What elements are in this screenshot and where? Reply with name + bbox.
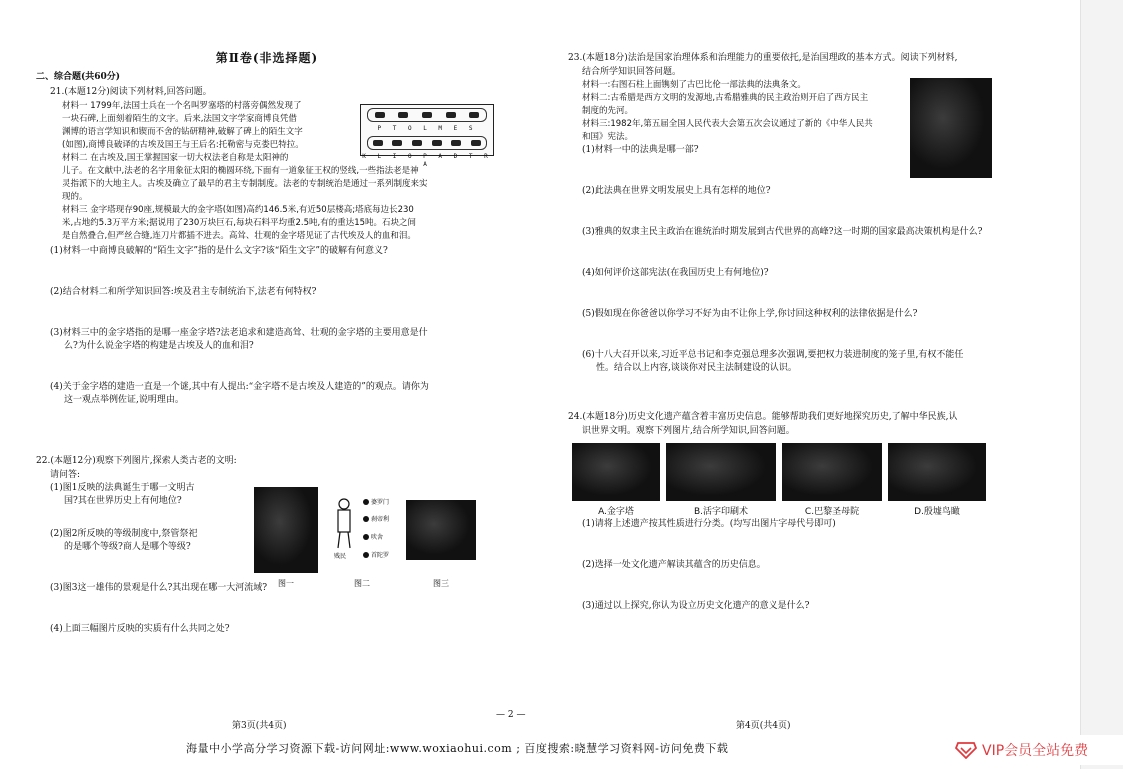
heritage-caption-d: D.殷墟鸟瞰 [914,507,960,517]
q21-sub-4: (4)关于金字塔的建造一直是一个谜,其中有人提出:“金字塔不是古埃及人建造的”的观点。请你为 [50,382,429,392]
cartouche-band [367,136,487,150]
cartouche-band [367,108,487,122]
section-title: 第Ⅱ卷(非选择题) [215,51,319,65]
heritage-photo-d [888,443,986,501]
q21-m2-line: 儿子。在文献中,法老的名字用象征太阳的椭圆环绕,下面有一道象征王权的竖线,一些指法老是神 [62,166,419,176]
caste-label: 吠舍 [371,534,384,541]
q21-material-1 [36,100,372,165]
heritage-caption-c: C.巴黎圣母院 [804,507,860,517]
heritage-caption-a: A.金字塔 [598,507,634,517]
q23-sub-2: (2)此法典在世界文明发展史上具有怎样的地位? [582,186,771,196]
caste-label: 贱民 [334,553,347,560]
hieroglyph-cartouche-image [360,104,494,168]
q23-m3-cont: 和国》宪法。 [582,132,634,142]
page-edge [1080,0,1123,769]
site-watermark-text: 海量中小学高分学习资源下载-访问网址:www.woxiaohui.com ; 百度搜索:晓慧学习资料网-访问免费下载 [186,742,729,755]
q23-sub-4: (4)如何评价这部宪法(在我国历史上有何地位)? [582,268,769,278]
q21-sub-1: (1)材料一中商博良破解的“陌生文字”指的是什么文字?该“陌生文字”的破解有何意义? [50,246,388,256]
caste-label: 刹帝利 [371,516,390,523]
caste-label: 首陀罗 [371,552,390,559]
heritage-photo-a [572,443,660,501]
q21-m1-line: (如图),商博良破译的古埃及国王与王后名:托勒密与克娄巴特拉。 [62,140,304,150]
q23-sub-3: (3)雅典的奴隶主民主政治在谁统治时期发展到古代世界的高峰?这一时期的国家最高决策机构是什么? [582,227,983,237]
q23-m2-cont: 制度的先河。 [582,106,634,116]
caste-label: 婆罗门 [371,499,390,506]
figure-2-caste-diagram [330,486,392,578]
q22-sub-2-cont: 的是哪个等级?商人是哪个等级? [64,542,191,552]
q23-sub-6: (6)十八大召开以来,习近平总书记和李克强总理多次强调,要把权力装进制度的笼子里,有权不能任 [582,350,964,360]
heritage-photo-c [782,443,882,501]
q22-ask: 请问答: [50,470,81,480]
q22-sub-1: (1)图1反映的法典诞生于哪一文明古 [50,483,195,493]
q21-m2-line: 现的。 [62,192,88,202]
q21-sub-2: (2)结合材料二和所学知识回答:埃及君主专制统治下,法老有何特权? [50,287,317,297]
q24-heading-cont: 识世界文明。观察下列图片,结合所学知识,回答问题。 [582,426,795,436]
vip-label: VIP会员全站免费 [982,743,1089,759]
q21-m3-line: 是自然叠合,但严丝合缝,连刀片都插不进去。高耸、壮观的金字塔见证了古代埃及人的血和泪。 [62,231,416,241]
heritage-photo-b [666,443,776,501]
q23-m3: 材料三:1982年,第五届全国人民代表大会第五次会议通过了新的《中华人民共 [582,119,873,129]
q21-m2-line: 材料二 在古埃及,国王掌握国家一切大权法老自称是太阳神的 [62,153,289,163]
q21-sub-3-cont: 么?为什么说金字塔的构建是古埃及人的血和泪? [64,341,254,351]
q21-m1-line: 一块石碑,上面刻着陌生的文字。后来,法国文字学家商博良凭借 [62,114,297,124]
q22-sub-4: (4)上面三幅图片反映的实质有什么共同之处? [50,624,230,634]
q21-heading: 21.(本题12分)阅读下列材料,回答问题。 [50,87,212,97]
q21-sub-4-cont: 这一观点举例佐证,说明理由。 [64,395,184,405]
diamond-icon [955,741,977,759]
q24-heading: 24.(本题18分)历史文化遗产蕴含着丰富历史信息。能够帮助我们更好地探究历史,了解中华民族,认 [568,412,958,422]
page-number-center: — 2 — [496,710,526,720]
q23-sub-1: (1)材料一中的法典是哪一部? [582,145,699,155]
figure-3-caption: 图三 [433,579,449,588]
q24-subquestions [568,518,992,613]
heritage-caption-b: B.活字印刷术 [693,507,749,517]
q24-sub-1: (1)请将上述遗产按其性质进行分类。(均写出图片字母代号即可) [582,519,836,529]
q21-m3-line: 材料三 金字塔现存90座,规模最大的金字塔(如图)高约146.5米,有近50层楼高;塔底每边长230 [62,205,414,215]
q22-sub-2: (2)图2所反映的等级制度中,祭管祭祀 [50,529,198,539]
q21-m1-line: 渊博的语言学知识和锲而不舍的钻研精神,破解了碑上的陌生文字 [62,127,303,137]
q21-m1-line: 材料一 1799年,法国士兵在一个名叫罗塞塔的村落旁偶然发现了 [62,101,302,111]
q21-sub-3: (3)材料三中的金字塔指的是哪一座金字塔?法老追求和建造高耸、壮观的金字塔的主要用意是什 [50,328,428,338]
q24-sub-3: (3)通过以上探究,你认为设立历史文化遗产的意义是什么? [582,601,810,611]
q22-sub-1-cont: 国?其在世界历史上有何地位? [64,496,182,506]
q21-m3-line: 米,占地约5.3万平方米;据说用了230万块巨石,每块石料平均重2.5吨,有的重达15吨。石块之间 [62,218,417,228]
q23-sub-5: (5)假如现在你爸爸以你学习不好为由不让你上学,你讨回这种权利的法律依据是什么? [582,309,918,319]
page-number-left: 第3页(共4页) [232,721,287,731]
figure-3-photo [406,500,476,560]
cartouche-letters: P T O L M E S [377,125,477,132]
q23-m1: 材料一:右图石柱上面镌刻了古巴比伦一部法典的法典条文。 [582,80,806,90]
stele-photo [910,78,992,178]
q22-heading: 22.(本题12分)观察下列图片,探索人类古老的文明: [36,456,237,466]
q22-sub-3: (3)图3这一雄伟的景观是什么?其出现在哪一大河流域? [50,583,268,593]
vip-badge[interactable] [955,735,1123,765]
q24-sub-2: (2)选择一处文化遗产解读其蕴含的历史信息。 [582,560,766,570]
q23-materials [568,79,904,144]
part-heading: 二、综合题(共60分) [36,72,121,82]
figure-1-photo [254,487,318,573]
cartouche-letters: K L I O P A D T R A [362,153,492,168]
q23-heading: 23.(本题18分)法治是国家治理体系和治理能力的重要依托,是治国理政的基本方式。阅读下列材料, [568,53,958,63]
figure-2-caption: 图二 [354,579,370,588]
q21-m2-line: 灵指派下的大地主人。古埃及确立了最早的君主专制制度。法老的专制统治是通过一系列制度来实 [62,179,428,189]
figure-1-caption: 图一 [278,579,294,588]
q21-material-2 [36,165,498,243]
q23-m2: 材料二:古希腊是西方文明的发源地,古希腊雅典的民主政治则开启了西方民主 [582,93,869,103]
q23-heading-cont: 结合所学知识回答问题。 [582,67,682,77]
page-number-right: 第4页(共4页) [736,721,791,731]
q23-sub-6-cont: 性。结合以上内容,谈谈你对民主法制建设的认识。 [596,363,797,373]
